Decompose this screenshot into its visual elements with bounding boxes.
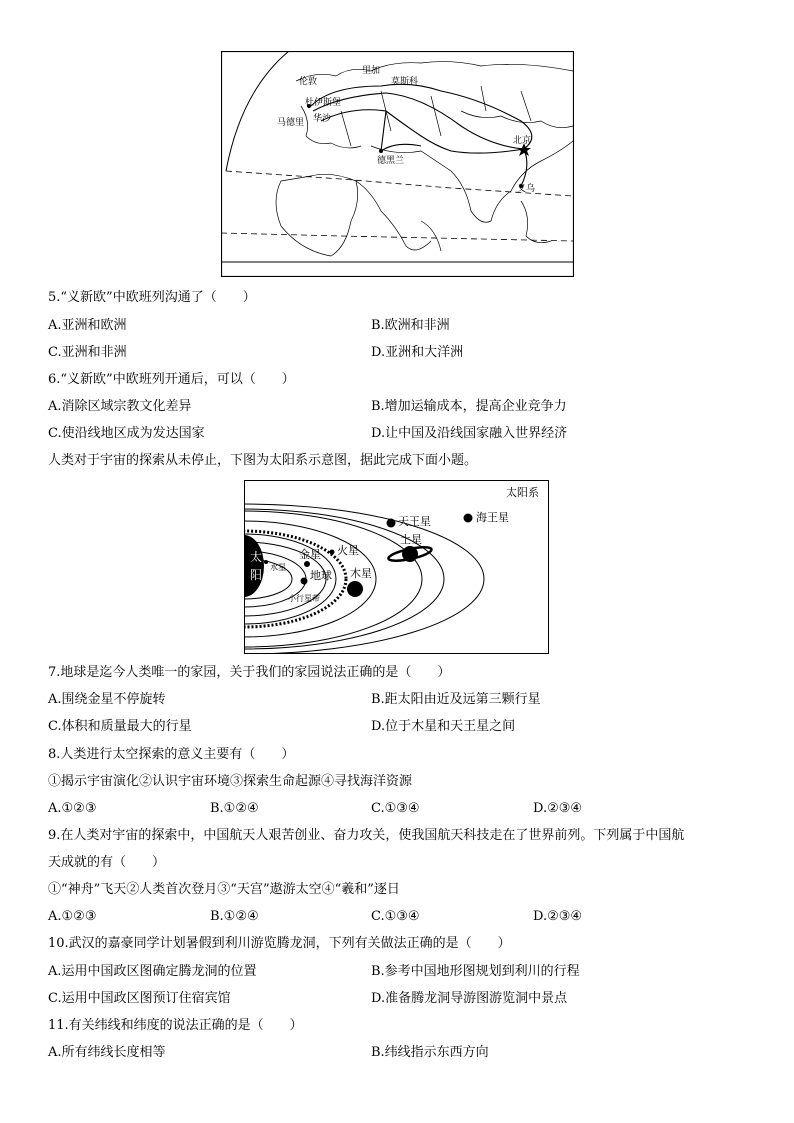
q6-option-c: C.使沿线地区成为发达国家 xyxy=(48,426,205,441)
neptune-mark xyxy=(464,514,473,523)
q5-option-d: D.亚洲和大洋洲 xyxy=(371,345,464,360)
q9-option-c: C.①③④ xyxy=(371,909,420,924)
planet-label-saturn: 土星 xyxy=(400,533,422,546)
sun-label-char2: 阳 xyxy=(250,568,263,582)
city-label: 里加 xyxy=(362,66,381,76)
q11-option-a: A.所有纬线长度相等 xyxy=(48,1045,166,1060)
question-9-items: ①“神舟”飞天②人类首次登月③“天宫”遨游太空④“羲和”逐日 xyxy=(48,882,400,897)
asteroid-belt-label: 小行星带 xyxy=(288,594,320,603)
q9-option-a: A.①②③ xyxy=(48,909,97,924)
question-6-stem: 6.“义新欧”中欧班列开通后，可以（ ） xyxy=(48,372,295,387)
q8-option-b: B.①②④ xyxy=(210,801,259,816)
planet-label-venus: 金星 xyxy=(299,548,321,561)
solar-title: 太阳系 xyxy=(506,486,539,499)
q8-option-a: A.①②③ xyxy=(48,801,97,816)
city-label: 义乌 xyxy=(517,184,536,194)
q6-option-b: B.增加运输成本，提高企业竞争力 xyxy=(371,399,567,414)
q6-option-d: D.让中国及沿线国家融入世界经济 xyxy=(371,426,568,441)
q5-option-c: C.亚洲和非洲 xyxy=(48,345,127,360)
question-5-stem: 5.“义新欧”中欧班列沟通了（ ） xyxy=(48,290,256,305)
q11-option-b: B.纬线指示东西方向 xyxy=(371,1045,489,1060)
q9-option-b: B.①②④ xyxy=(210,909,259,924)
question-9-stem-line1: 9.在人类对宇宙的探索中，中国航天人艰苦创业、奋力攻关，使我国航天科技走在了世界前列。下列属于中国航 xyxy=(48,828,685,843)
passage-intro: 人类对于宇宙的探索从未停止，下图为太阳系示意图，据此完成下面小题。 xyxy=(48,453,478,468)
jupiter-mark xyxy=(347,581,363,597)
question-9-stem-line2: 天成就的有（ ） xyxy=(48,855,166,870)
planet-label-earth: 地球 xyxy=(310,569,332,582)
q8-option-d: D.②③④ xyxy=(533,801,583,816)
question-11-stem: 11.有关纬线和纬度的说法正确的是（ ） xyxy=(48,1018,303,1033)
rail-route-map xyxy=(221,51,574,277)
planet-label-neptune: 海王星 xyxy=(476,511,509,524)
city-label: 德黑兰 xyxy=(377,156,405,166)
q5-option-a: A.亚洲和欧洲 xyxy=(48,318,127,333)
city-label: 杜伊斯堡 xyxy=(305,98,342,108)
question-8-items: ①揭示宇宙演化②认识宇宙环境③探索生命起源④寻找海洋资源 xyxy=(48,774,413,789)
city-label: 北京 xyxy=(513,136,532,146)
mars-mark xyxy=(330,550,335,555)
earth-mark xyxy=(301,578,308,585)
q10-option-d: D.准备腾龙洞导游图游览洞中景点 xyxy=(371,991,568,1006)
q6-option-a: A.消除区域宗教文化差异 xyxy=(48,399,192,414)
q7-option-d: D.位于木星和天王星之间 xyxy=(371,719,516,734)
question-10-stem: 10.武汉的嘉豪同学计划暑假到利川游览腾龙洞，下列有关做法正确的是（ ） xyxy=(48,936,511,951)
city-label: 马德里 xyxy=(277,118,305,128)
q10-option-a: A.运用中国政区图确定腾龙洞的位置 xyxy=(48,964,257,979)
planet-label-mars: 火星 xyxy=(337,544,359,557)
question-8-stem: 8.人类进行太空探索的意义主要有（ ） xyxy=(48,747,295,762)
planet-label-jupiter: 木星 xyxy=(350,567,372,580)
uranus-mark xyxy=(387,519,396,528)
city-label: 莫斯科 xyxy=(391,77,419,87)
q8-option-c: C.①③④ xyxy=(371,801,420,816)
sun-label-char1: 太 xyxy=(250,550,263,564)
q5-option-b: B.欧洲和非洲 xyxy=(371,318,450,333)
q9-option-d: D.②③④ xyxy=(533,909,583,924)
q7-option-c: C.体积和质量最大的行星 xyxy=(48,719,192,734)
city-label: 华沙 xyxy=(313,114,332,124)
q7-option-b: B.距太阳由近及远第三颗行星 xyxy=(371,692,541,707)
q10-option-b: B.参考中国地形图规划到利川的行程 xyxy=(371,964,580,979)
solar-system-diagram xyxy=(244,480,549,654)
venus-mark xyxy=(304,561,310,567)
question-7-stem: 7.地球是迄今人类唯一的家园，关于我们的家园说法正确的是（ ） xyxy=(48,665,451,680)
q10-option-c: C.运用中国政区图预订住宿宾馆 xyxy=(48,991,231,1006)
planet-label-uranus: 天王星 xyxy=(398,515,431,528)
q7-option-a: A.围绕金星不停旋转 xyxy=(48,692,166,707)
city-label: 伦敦 xyxy=(299,77,318,87)
mercury-mark xyxy=(264,560,268,564)
planet-label-mercury: 水星 xyxy=(270,563,286,572)
